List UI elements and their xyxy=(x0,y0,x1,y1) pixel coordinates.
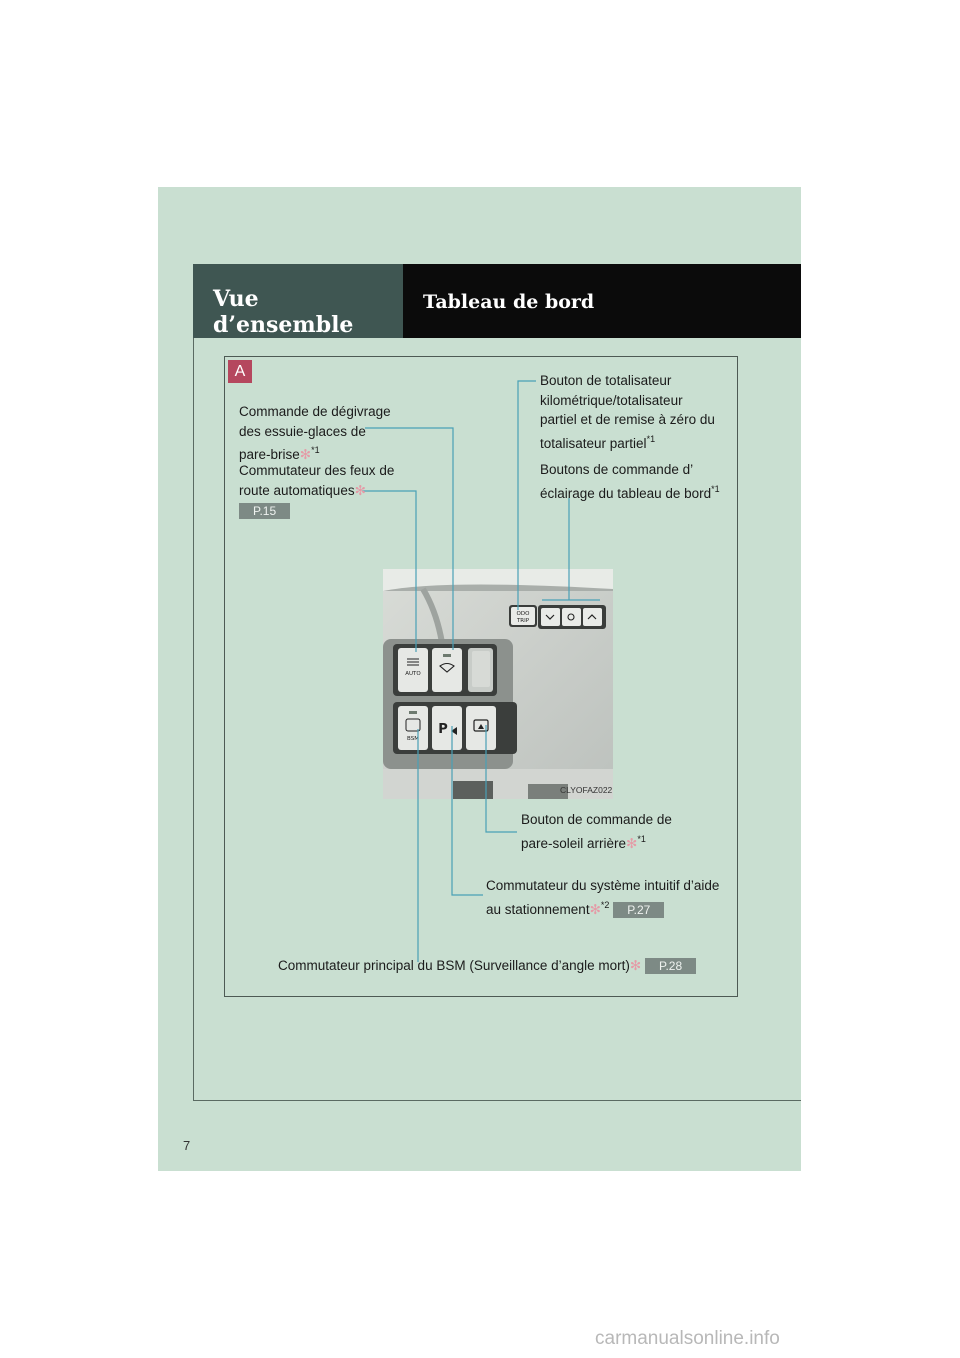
footnote-asterisk: * xyxy=(637,833,641,844)
footnote-asterisk: * xyxy=(600,899,605,910)
option-star: ✻ xyxy=(626,835,638,851)
page-number: 7 xyxy=(183,1138,191,1153)
watermark: carmanualsonline.info xyxy=(595,1328,780,1349)
bsm-label: BSM xyxy=(407,736,419,742)
option-star: ✻ xyxy=(589,901,601,917)
label-odo-trip: Bouton de totalisateur kilométrique/totalisateur partiel et de remise à zéro du totalisateur partiel$^{*1}$ xyxy=(540,373,715,451)
label-parking-assist: Commutateur du système intuitif d’aide au stationnement✻$^{*2}$ P.27 xyxy=(486,878,720,917)
parking-assist-label: P xyxy=(438,722,448,737)
label-bsm-main-switch: Commutateur principal du BSM (Surveillance d’angle mort)✻ P.28 xyxy=(278,956,696,976)
page-ref-link[interactable]: P.15 xyxy=(239,503,290,519)
image-code: CLYOFAZ022 xyxy=(560,785,613,795)
option-star: ✻ xyxy=(299,447,312,462)
page-header xyxy=(403,264,801,338)
option-star: ✻ xyxy=(354,482,366,498)
switch-panel-illustration xyxy=(383,569,613,799)
label-windshield-defog: Commande de dégivrage des essuie-glaces de pare-brise✻$^{*1}$ xyxy=(239,404,391,462)
footnote-asterisk: * xyxy=(311,445,315,455)
panel-badge: A xyxy=(228,360,252,383)
trip-label: TRIP xyxy=(516,618,530,624)
odo-label: ODO xyxy=(516,611,530,617)
label-auto-high-beam: Commutateur des feux de route automatiques✻ P.15 xyxy=(239,463,395,519)
label-dash-light: Boutons de commande d’ éclairage du tableau de bord$^{*1}$ xyxy=(540,462,720,501)
section-header xyxy=(193,264,403,338)
footnote-asterisk: * xyxy=(646,433,651,444)
section-title: Vue d’ensemble xyxy=(213,286,354,338)
auto-label: AUTO xyxy=(405,671,421,677)
label-rear-sunshade: Bouton de commande de pare-soleil arrière✻$^{*1}$ xyxy=(521,812,672,851)
option-star: ✻ xyxy=(629,958,642,973)
page-title: Tableau de bord xyxy=(423,291,595,313)
page-ref-link[interactable]: P.28 xyxy=(645,958,696,974)
footnote-asterisk: * xyxy=(711,483,715,494)
page-ref-link[interactable]: P.27 xyxy=(613,902,664,918)
dashboard-switch-photo xyxy=(383,569,613,799)
